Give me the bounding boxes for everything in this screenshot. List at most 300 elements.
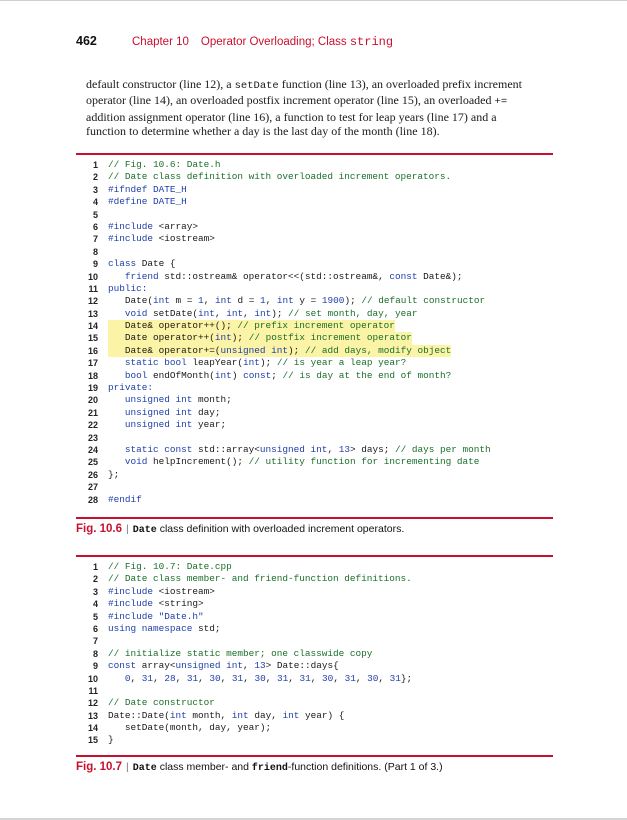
code-line (76, 233, 553, 245)
code-token: // is year a leap year? (276, 357, 407, 369)
line-number: 28 (87, 494, 98, 505)
code-token: // default constructor (361, 295, 486, 307)
code-token: 31 (389, 672, 401, 684)
code-token: day, (254, 709, 283, 721)
code-token: 1900 (321, 295, 345, 307)
code-token (108, 456, 125, 467)
code-line (76, 345, 553, 357)
listing-top-rule (76, 555, 553, 557)
caption-code: Date (132, 763, 157, 774)
code-token: std::ostream& operator<<(std::ostream&, (164, 270, 390, 282)
code-text (108, 233, 215, 245)
code-token: endOfMonth( (153, 369, 215, 381)
code-token: 31 (344, 672, 356, 684)
code-token: , (130, 672, 142, 684)
code-line (76, 295, 553, 307)
code-token: <string> (158, 598, 204, 610)
code-token: <iostream> (158, 233, 215, 245)
code-token: // days per month (394, 443, 491, 455)
code-token: month, (192, 709, 232, 721)
code-token: static const (124, 443, 199, 455)
code-token: // prefix increment operator (237, 320, 395, 332)
code-token: , (214, 307, 227, 319)
line-number: 8 (92, 648, 98, 659)
line-number: 16 (87, 345, 98, 356)
code-text (108, 370, 451, 382)
code-token: , (243, 672, 255, 684)
code-token: static bool (124, 357, 193, 369)
code-line (76, 685, 553, 697)
code-line (76, 586, 553, 598)
code-text (108, 586, 215, 598)
code-token (108, 673, 125, 684)
line-number: 20 (87, 395, 98, 406)
line-number: 19 (87, 383, 98, 394)
line-number: 17 (87, 358, 98, 369)
code-text (108, 469, 119, 481)
code-token: #include (108, 610, 159, 622)
code-token: // initialize static member; one classwide copy (108, 647, 373, 659)
paragraph-text: function (line 13), an overloaded prefix increment (278, 77, 522, 91)
line-number: 15 (87, 735, 98, 746)
paragraph-text: addition assignment operator (line 16), a function to test for leap years (line 17) and a (86, 109, 497, 124)
highlighted-code-text (108, 345, 451, 357)
line-number: 14 (87, 723, 98, 734)
code-token (108, 407, 125, 418)
line-number: 5 (92, 611, 98, 622)
code-text (108, 184, 187, 196)
paragraph-line (86, 124, 556, 138)
code-line (76, 444, 553, 456)
caption-text (133, 761, 443, 773)
code-token: 1 (198, 295, 204, 307)
code-token: , (265, 295, 277, 307)
code-line (76, 648, 553, 660)
code-line (76, 561, 553, 573)
code-text (108, 196, 187, 208)
line-number: 2 (92, 574, 98, 585)
code-token: 30 (322, 672, 334, 684)
code-token: ); (259, 357, 277, 369)
code-token: 0 (124, 672, 131, 684)
line-number: 4 (92, 599, 98, 610)
code-token: unsigned int (124, 406, 199, 418)
code-line (76, 357, 553, 369)
code-token: unsigned int (259, 443, 328, 455)
code-text (108, 394, 232, 406)
paragraph-text: default constructor (line 12), a (86, 77, 235, 91)
code-line (76, 320, 553, 332)
code-token: 13 (254, 660, 266, 672)
code-token: Date& operator+=( (108, 344, 221, 356)
code-token: DATE_H (153, 196, 187, 208)
code-text (108, 407, 221, 419)
listing-bottom-rule (76, 517, 553, 519)
code-token: #include (108, 220, 159, 232)
figure-number: Fig. 10.7 (76, 761, 123, 773)
code-line (76, 382, 553, 394)
code-token: private: (108, 382, 154, 394)
listing-top-rule (76, 153, 553, 155)
line-number: 27 (87, 482, 98, 493)
code-token: , (378, 672, 390, 684)
caption-text-run: class member- and (156, 761, 252, 773)
line-number: 6 (92, 623, 98, 634)
code-text (108, 673, 412, 685)
code-token: 30 (367, 672, 379, 684)
code-token (108, 357, 125, 368)
code-line (76, 469, 553, 481)
code-token: setDate( (153, 307, 199, 319)
code-line (76, 209, 553, 221)
line-number: 22 (87, 420, 98, 431)
code-listing-date-cpp (76, 561, 553, 747)
code-token: int (226, 307, 244, 319)
code-token: // Fig. 10.7: Date.cpp (108, 561, 232, 572)
code-token: unsigned int (124, 419, 199, 431)
chapter-title-code: string (349, 35, 394, 49)
line-number: 10 (87, 673, 98, 684)
code-token: Date operator++( (108, 332, 215, 344)
chapter-title (201, 35, 393, 49)
code-line (76, 370, 553, 382)
figure-number: Fig. 10.6 (76, 523, 123, 535)
line-number: 12 (87, 296, 98, 307)
paragraph-line (86, 110, 556, 124)
line-number: 11 (88, 685, 98, 696)
code-token: // set month, day, year (288, 307, 418, 319)
line-number: 6 (92, 221, 98, 232)
listing-bottom-rule (76, 755, 553, 757)
code-token: Date { (141, 258, 176, 270)
code-token: d = (237, 295, 260, 307)
code-token: unsigned int (220, 344, 289, 356)
code-line (76, 697, 553, 709)
code-token: void (124, 456, 154, 468)
code-token: // utility function for incrementing date (248, 456, 480, 468)
code-token: 30 (209, 672, 221, 684)
code-token: // is day at the end of month? (282, 369, 452, 381)
code-token: int (214, 369, 232, 381)
code-token: #include (108, 233, 159, 245)
code-token: Date::Date( (108, 709, 170, 721)
code-token: const (389, 270, 424, 282)
code-token: array< (141, 660, 176, 672)
code-text (108, 171, 451, 183)
code-line (76, 722, 553, 734)
code-token: ); (271, 307, 289, 319)
code-token: , (243, 307, 255, 319)
code-token: month; (198, 394, 232, 406)
paragraph-text: function to determine whether a day is the last day of the month (line 18). (86, 123, 440, 138)
code-token: int (153, 295, 176, 307)
line-number: 23 (87, 432, 98, 443)
inline-code: += (494, 96, 508, 109)
code-token: DATE_H (153, 183, 187, 195)
code-token: 13 (338, 443, 350, 455)
line-number: 24 (87, 444, 98, 455)
code-text (108, 444, 491, 456)
code-token: 31 (186, 672, 199, 684)
caption-text-run: class definition with overloaded increment operators. (156, 523, 405, 535)
caption-separator: | (126, 523, 129, 535)
code-line (76, 283, 553, 295)
code-token: ); (344, 295, 362, 307)
code-line (76, 258, 553, 270)
line-number: 1 (92, 562, 98, 572)
highlighted-code-text (108, 332, 412, 344)
code-line (76, 394, 553, 406)
code-line (76, 271, 553, 283)
caption-code: friend (251, 763, 288, 774)
code-line (76, 159, 553, 171)
line-number: 9 (92, 259, 98, 270)
code-token: leapYear( (192, 357, 244, 369)
chapter-label: Chapter 10 (132, 36, 189, 48)
code-text (108, 611, 204, 623)
code-token: int (254, 307, 272, 319)
code-token: #include (108, 598, 159, 610)
line-number: 7 (92, 636, 98, 647)
code-line (76, 407, 553, 419)
code-token: , (355, 672, 368, 684)
code-text (108, 419, 226, 431)
code-token: 30 (254, 672, 266, 684)
line-number: 18 (87, 370, 98, 381)
code-line (76, 432, 553, 444)
code-token: > Date::days{ (265, 660, 339, 672)
page-top-edge (0, 0, 627, 1)
line-number: 9 (92, 661, 98, 672)
code-token: <array> (158, 220, 199, 232)
line-number: 12 (87, 698, 98, 709)
code-token: std::array< (198, 443, 260, 455)
code-token: , (288, 672, 300, 684)
line-number: 2 (92, 172, 98, 183)
code-token: bool (124, 369, 154, 381)
code-token: #define (108, 196, 154, 208)
paragraph-line (86, 93, 556, 109)
code-token: class (108, 258, 142, 270)
code-line (76, 660, 553, 672)
code-token: #endif (108, 493, 142, 505)
code-line (76, 734, 553, 746)
code-token (108, 370, 125, 381)
page-number: 462 (76, 34, 97, 48)
code-text (108, 722, 271, 734)
code-text (108, 295, 485, 307)
code-line (76, 308, 553, 320)
code-token: day; (198, 406, 221, 418)
code-token: 31 (141, 672, 154, 684)
code-token: int (243, 357, 260, 369)
code-text (108, 734, 114, 746)
code-text (108, 456, 479, 468)
line-number: 8 (92, 246, 98, 257)
code-text (108, 648, 372, 660)
code-token: 1 (259, 295, 266, 307)
code-token: 31 (276, 672, 289, 684)
code-token: ); (288, 344, 305, 356)
caption-code: Date (132, 525, 157, 536)
code-token: year; (198, 419, 227, 431)
body-paragraph (86, 77, 556, 138)
code-token: // postfix increment operator (248, 332, 412, 344)
code-token: }; (400, 672, 413, 684)
code-token: using namespace (108, 622, 199, 634)
code-text (108, 308, 418, 320)
code-token: y = (299, 295, 322, 307)
code-token: ) (231, 369, 244, 381)
line-number: 11 (88, 283, 98, 294)
code-token: ); (231, 332, 249, 344)
caption-separator: | (126, 761, 129, 773)
code-token: setDate(month, day, year); (108, 722, 272, 734)
code-token: } (108, 734, 114, 746)
code-text (108, 357, 406, 369)
caption-text-run: -function definitions. (Part 1 of 3.) (287, 761, 443, 773)
code-token: friend (124, 270, 165, 282)
line-number: 13 (87, 308, 98, 319)
code-token (108, 419, 125, 430)
line-number: 25 (87, 457, 98, 468)
code-token: void (124, 307, 154, 319)
code-token: unsigned int (124, 394, 199, 406)
code-token: std; (198, 622, 221, 634)
code-text (108, 561, 232, 573)
code-token (108, 444, 125, 455)
code-line (76, 673, 553, 685)
line-number: 15 (87, 333, 98, 344)
code-line (76, 171, 553, 183)
code-text (108, 258, 176, 270)
code-token (108, 308, 125, 319)
code-token: , (265, 672, 277, 684)
code-line (76, 710, 553, 722)
code-token: int (282, 709, 305, 721)
code-text (108, 573, 412, 585)
code-token: Date&); (423, 270, 463, 282)
code-token: const (243, 369, 272, 381)
code-listing-date-h (76, 159, 553, 506)
code-line (76, 573, 553, 585)
code-token: // Date class definition with overloaded increment operators. (108, 171, 452, 183)
paragraph-line (86, 77, 556, 93)
code-token (108, 394, 125, 405)
code-token: <iostream> (158, 585, 215, 597)
code-token: Date& operator++(); (108, 320, 238, 332)
line-number: 3 (92, 184, 98, 195)
code-line (76, 196, 553, 208)
code-token: , (333, 672, 345, 684)
inline-code: setDate (234, 80, 279, 92)
code-line (76, 246, 553, 258)
code-line (76, 494, 553, 506)
code-text (108, 271, 462, 283)
code-token: const (108, 660, 142, 672)
code-token: }; (108, 468, 120, 480)
code-token: Date( (108, 295, 154, 307)
code-token: 31 (231, 672, 244, 684)
code-text (108, 660, 339, 672)
code-token: // Fig. 10.6: Date.h (108, 159, 221, 170)
code-text (108, 283, 147, 295)
paragraph-text: operator (line 14), an overloaded postfix increment operator (line 15), an overloaded (86, 93, 495, 108)
code-text (108, 710, 344, 722)
code-token: 28 (164, 672, 176, 684)
code-token: helpIncrement(); (153, 456, 249, 468)
code-token: int (169, 709, 193, 721)
code-text (108, 221, 198, 233)
code-line (76, 623, 553, 635)
code-token: // Date constructor (108, 697, 215, 709)
code-token: int (231, 709, 255, 721)
code-text (108, 598, 204, 610)
code-token: , (198, 672, 210, 684)
figure-caption (76, 523, 576, 536)
code-text (108, 494, 142, 506)
code-line (76, 456, 553, 468)
code-token: , (243, 660, 255, 672)
code-token: , (327, 443, 339, 455)
line-number: 4 (92, 197, 98, 208)
code-token: 31 (299, 672, 311, 684)
code-token (108, 271, 125, 282)
line-number: 13 (87, 710, 98, 721)
code-token: > days; (349, 443, 395, 455)
chapter-title-text: Operator Overloading; Class (200, 36, 350, 48)
code-token: int (198, 307, 215, 319)
code-token: int (214, 295, 238, 307)
highlighted-code-text (108, 320, 395, 332)
code-token: , (153, 672, 165, 684)
code-token: // add days, modify object (304, 344, 452, 356)
code-token: #include (108, 585, 159, 597)
code-token: , (220, 672, 232, 684)
code-line (76, 611, 553, 623)
code-line (76, 221, 553, 233)
code-text (108, 623, 221, 635)
running-header (76, 34, 393, 54)
code-token: , (175, 672, 187, 684)
code-token: public: (108, 282, 148, 294)
code-line (76, 419, 553, 431)
code-line (76, 635, 553, 647)
code-token: int (214, 332, 232, 344)
code-token: unsigned int (175, 660, 244, 672)
figure-caption (76, 761, 576, 774)
code-token: ; (271, 369, 283, 381)
code-line (76, 598, 553, 610)
line-number: 5 (92, 209, 98, 220)
line-number: 21 (87, 407, 98, 418)
code-token: "Date.h" (158, 610, 204, 622)
code-token: m = (175, 295, 199, 307)
line-number: 3 (92, 586, 98, 597)
code-line (76, 481, 553, 493)
caption-text (133, 523, 404, 535)
line-number: 7 (92, 234, 98, 245)
code-token: int (276, 295, 300, 307)
code-text (108, 697, 215, 709)
code-token: #ifndef (108, 183, 154, 195)
code-token: , (310, 672, 323, 684)
line-number: 14 (87, 321, 98, 332)
line-number: 26 (87, 469, 98, 480)
code-line (76, 184, 553, 196)
code-text (108, 159, 221, 171)
code-token: , (203, 295, 215, 307)
